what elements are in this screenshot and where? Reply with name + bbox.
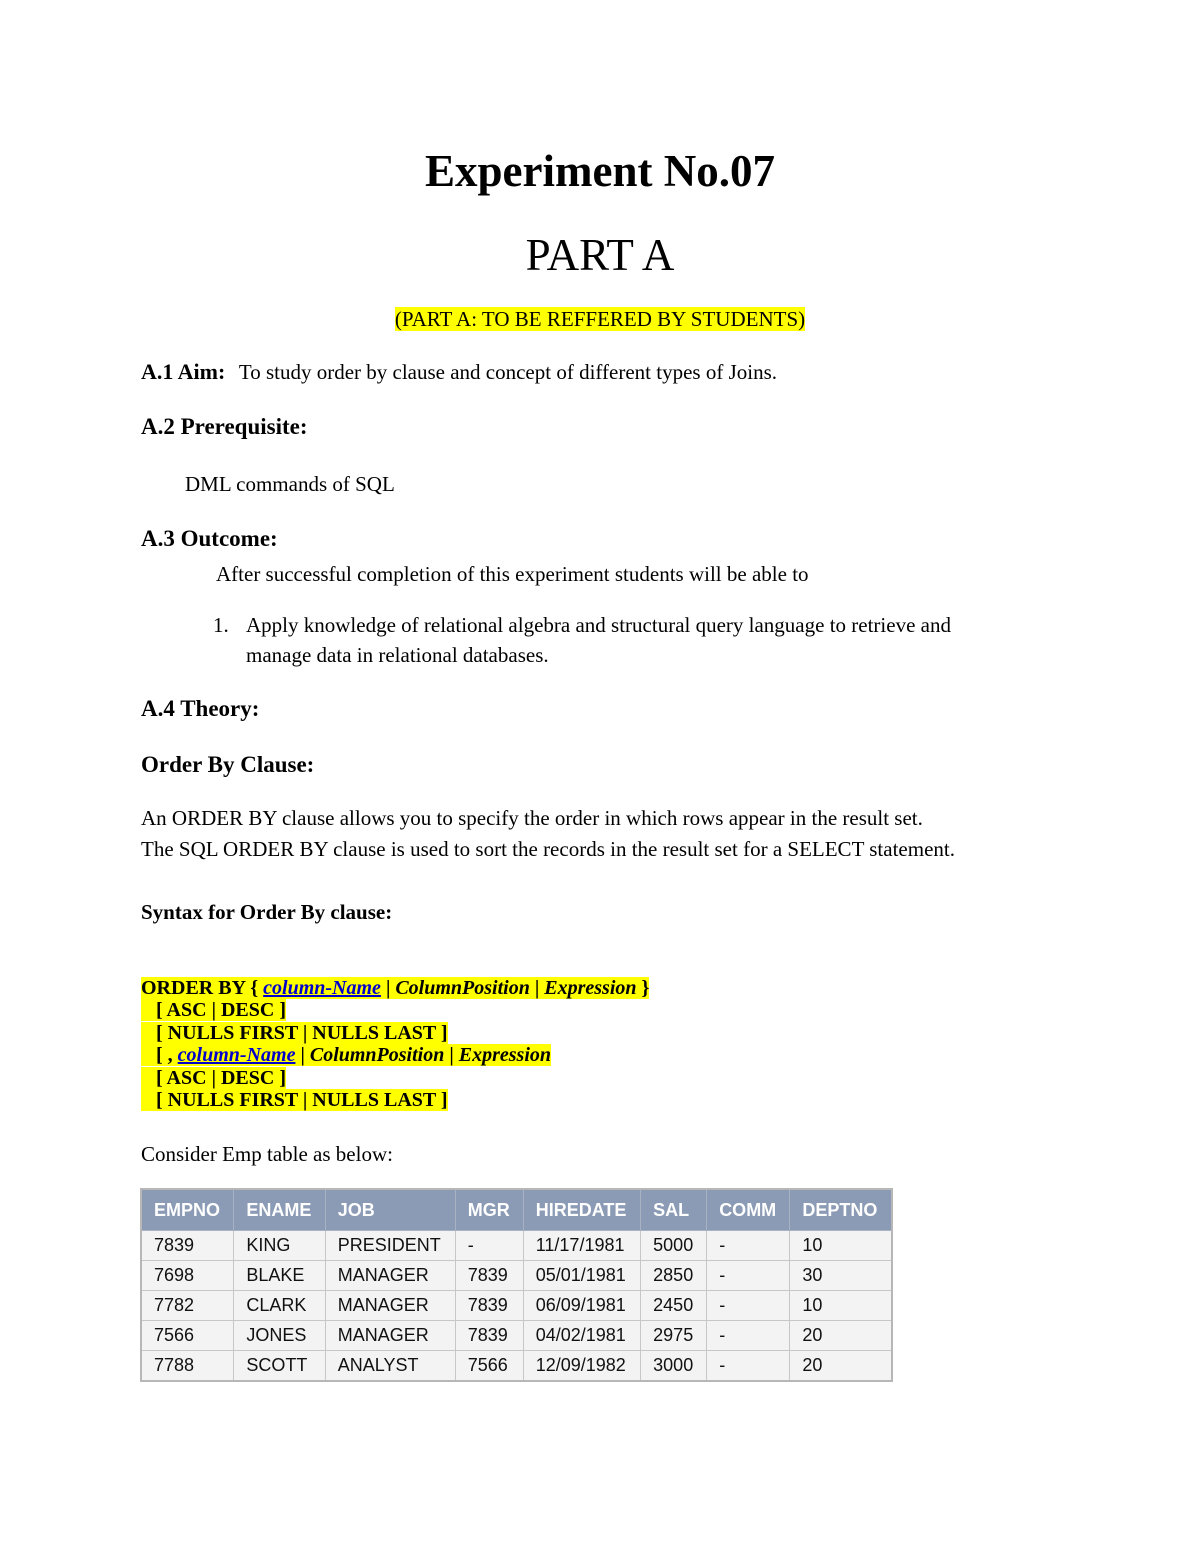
- table-cell: JONES: [234, 1321, 325, 1351]
- table-cell: 7698: [141, 1261, 234, 1291]
- syntax-line-asc-desc: [ ASC | DESC ]: [141, 1066, 286, 1089]
- table-cell: 7788: [141, 1351, 234, 1382]
- table-cell: -: [455, 1231, 523, 1261]
- table-cell: MANAGER: [325, 1321, 455, 1351]
- table-cell: 7782: [141, 1291, 234, 1321]
- outcome-item-line1: Apply knowledge of relational algebra and structural query language to retrieve and: [246, 613, 951, 637]
- table-row: [141, 1351, 892, 1382]
- column-header: JOB: [325, 1189, 455, 1231]
- table-cell: 06/09/1981: [523, 1291, 640, 1321]
- syntax-separator: |: [380, 977, 396, 999]
- table-cell: -: [707, 1261, 790, 1291]
- theory-label: A.4 Theory:: [141, 696, 260, 721]
- syntax-separator: |: [444, 1044, 459, 1067]
- table-cell: 7566: [141, 1321, 234, 1351]
- table-cell: 3000: [641, 1351, 707, 1382]
- column-header: DEPTNO: [790, 1189, 892, 1231]
- table-cell: 7839: [141, 1231, 234, 1261]
- table-cell: 2450: [641, 1291, 707, 1321]
- table-cell: -: [707, 1291, 790, 1321]
- table-cell: 2850: [641, 1261, 707, 1291]
- table-row: [141, 1261, 892, 1291]
- table-cell: 20: [790, 1351, 892, 1382]
- outcome-item-number: 1.: [213, 613, 229, 637]
- column-header: EMPNO: [141, 1189, 234, 1231]
- theory-paragraph-line1: An ORDER BY clause allows you to specify the order in which rows appear in the result set.: [141, 806, 923, 830]
- syntax-brace: }: [636, 977, 650, 999]
- syntax-line-nulls: [ NULLS FIRST | NULLS LAST ]: [141, 1089, 448, 1112]
- part-note: [0, 305, 1200, 333]
- syntax-expression: Expression: [544, 977, 637, 999]
- aim-label: A.1 Aim:: [141, 359, 226, 384]
- table-row: [141, 1291, 892, 1321]
- syntax-line-nulls: [ NULLS FIRST | NULLS LAST ]: [141, 1021, 448, 1044]
- column-name-link[interactable]: column-Name: [263, 977, 381, 999]
- syntax-expression: Expression: [458, 1044, 552, 1067]
- emp-table: [140, 1188, 893, 1382]
- table-cell: MANAGER: [325, 1261, 455, 1291]
- table-cell: 2975: [641, 1321, 707, 1351]
- table-cell: 20: [790, 1321, 892, 1351]
- column-header: SAL: [641, 1189, 707, 1231]
- table-cell: 10: [790, 1231, 892, 1261]
- outcome-item-line2: manage data in relational databases.: [246, 643, 549, 667]
- syntax-bracket: [ ,: [141, 1044, 178, 1067]
- column-name-link[interactable]: column-Name: [177, 1044, 296, 1067]
- syntax-line-asc-desc: [ ASC | DESC ]: [141, 999, 286, 1022]
- table-cell: -: [707, 1231, 790, 1261]
- syntax-column-position: ColumnPosition: [309, 1044, 445, 1067]
- table-cell: 7839: [455, 1291, 523, 1321]
- aim-section: [141, 356, 777, 388]
- syntax-heading: Syntax for Order By clause:: [141, 900, 393, 924]
- part-note-text: (PART A: TO BE REFFERED BY STUDENTS): [394, 307, 806, 331]
- column-header: HIREDATE: [523, 1189, 640, 1231]
- table-cell: 30: [790, 1261, 892, 1291]
- table-cell: 7839: [455, 1261, 523, 1291]
- table-cell: 7839: [455, 1321, 523, 1351]
- column-header: ENAME: [234, 1189, 325, 1231]
- table-row: [141, 1321, 892, 1351]
- table-cell: -: [707, 1351, 790, 1382]
- table-cell: 05/01/1981: [523, 1261, 640, 1291]
- aim-text: To study order by clause and concept of different types of Joins.: [238, 360, 777, 384]
- table-cell: 10: [790, 1291, 892, 1321]
- prerequisite-label: A.2 Prerequisite:: [141, 414, 308, 439]
- table-cell: KING: [234, 1231, 325, 1261]
- syntax-separator: |: [529, 977, 545, 999]
- table-cell: PRESIDENT: [325, 1231, 455, 1261]
- table-row: [141, 1231, 892, 1261]
- column-header: COMM: [707, 1189, 790, 1231]
- outcome-intro: After successful completion of this experiment students will be able to: [216, 562, 809, 586]
- table-intro: Consider Emp table as below:: [141, 1142, 393, 1166]
- table-cell: 5000: [641, 1231, 707, 1261]
- syntax-separator: |: [295, 1044, 310, 1067]
- table-cell: ANALYST: [325, 1351, 455, 1382]
- order-by-heading: Order By Clause:: [141, 752, 315, 777]
- table-cell: CLARK: [234, 1291, 325, 1321]
- table-cell: 12/09/1982: [523, 1351, 640, 1382]
- experiment-title: Experiment No.07: [425, 146, 775, 196]
- outcome-label: A.3 Outcome:: [141, 526, 278, 551]
- table-cell: -: [707, 1321, 790, 1351]
- prerequisite-text: DML commands of SQL: [185, 472, 395, 496]
- theory-paragraph-line2: The SQL ORDER BY clause is used to sort the records in the result set for a SELECT statement.: [141, 837, 955, 861]
- table-cell: 04/02/1981: [523, 1321, 640, 1351]
- syntax-block: [141, 977, 649, 1111]
- part-heading: PART A: [525, 230, 675, 280]
- table-cell: MANAGER: [325, 1291, 455, 1321]
- column-header: MGR: [455, 1189, 523, 1231]
- table-cell: SCOTT: [234, 1351, 325, 1382]
- syntax-column-position: ColumnPosition: [395, 977, 530, 999]
- table-cell: 11/17/1981: [523, 1231, 640, 1261]
- syntax-keyword: ORDER BY {: [141, 977, 264, 999]
- table-header-row: [141, 1189, 892, 1231]
- table-cell: 7566: [455, 1351, 523, 1382]
- table-cell: BLAKE: [234, 1261, 325, 1291]
